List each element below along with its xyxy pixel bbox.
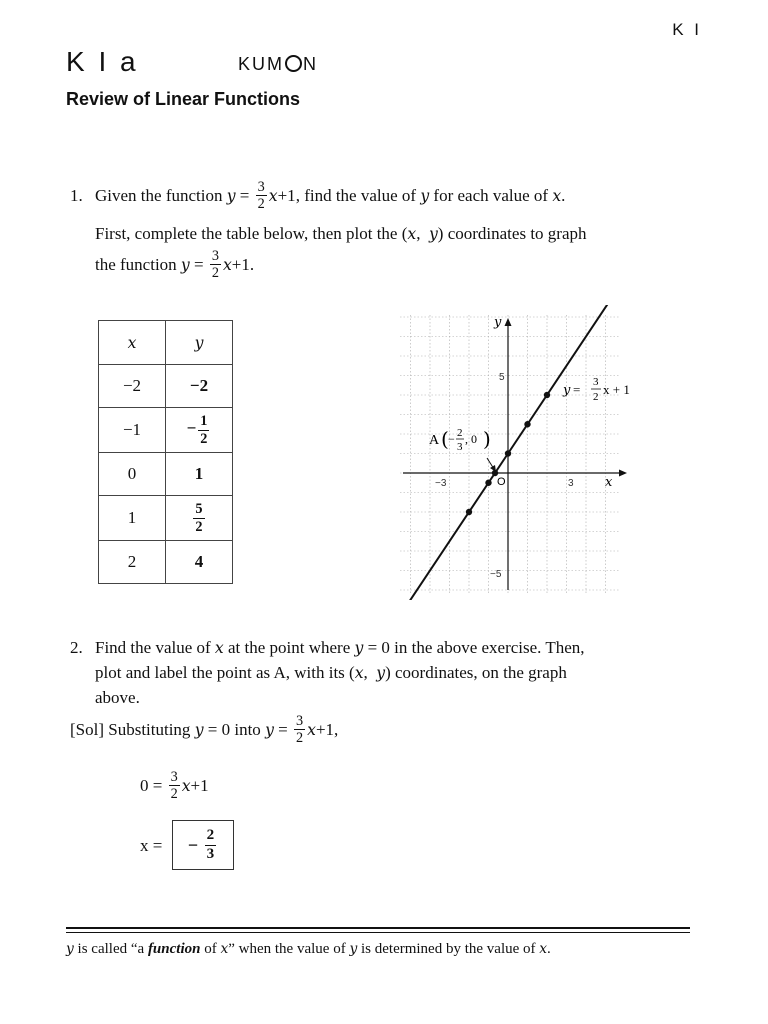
q1-line2: First, complete the table below, then plot the (x, y) coordinates to graph: [95, 224, 587, 243]
y-tick-neg5: −5: [490, 569, 502, 580]
table-cell-y: 4: [166, 541, 233, 584]
solution-lead: [Sol] Substituting y = 0 into y = $\frac{3}{2}$ x +1,: [70, 713, 339, 747]
table-cell-y: − $\frac{1}{2}$: [166, 408, 233, 453]
function-line-label: [562, 376, 630, 403]
x-tick-neg3: −3: [435, 478, 447, 489]
footer-rule-thin: [66, 932, 690, 933]
plotted-point: [505, 450, 511, 456]
footnote: y is called “a function of x” when the value of y is determined by the value of x.: [66, 941, 551, 957]
brand-prefix: KUM: [238, 54, 284, 74]
level-label: K I a: [66, 46, 139, 77]
q2-line1: Find the value of x at the point where y = 0 in the above exercise. Then,: [95, 638, 585, 657]
footer-rule: [66, 927, 690, 929]
svg-text:2: 2: [593, 391, 599, 403]
q1-line3: the function y = $\frac{3}{2}$ x +1.: [95, 248, 255, 282]
x-tick-3: 3: [568, 478, 574, 489]
svg-text:(: (: [441, 427, 449, 451]
origin-label: O: [497, 476, 506, 488]
table-cell-x: 1: [99, 496, 166, 541]
svg-text:=: =: [573, 382, 581, 397]
svg-text:, 0: , 0: [465, 432, 477, 446]
table-header-row: [99, 321, 233, 365]
table-row: [99, 365, 233, 408]
answer-fraction: $\frac{2}{3}$: [206, 827, 215, 862]
plotted-point: [524, 421, 530, 427]
values-table: [98, 320, 233, 584]
table-cell-x: −1: [99, 408, 166, 453]
q2-line2: plot and label the point as A, with its (x, y) coordinates, on the graph: [95, 663, 567, 682]
table-cell-x: 0: [99, 453, 166, 496]
q2-number: 2.: [70, 638, 83, 657]
brand-face-icon: [285, 55, 302, 72]
svg-text:A: A: [429, 433, 440, 448]
fraction: $\frac{3}{2}$: [211, 248, 219, 282]
q2-line3: above.: [95, 688, 140, 707]
point-a-label: [429, 427, 491, 453]
fraction: $\frac{3}{2}$: [295, 713, 304, 747]
plotted-point: [466, 509, 472, 515]
table-cell-x: −2: [99, 365, 166, 408]
fraction: $\frac{3}{2}$: [257, 179, 265, 213]
q1-line1: Given the function y = $\frac{3}{2}$ x +1 , find the value of y for each value of x .: [95, 179, 566, 213]
svg-text:y: y: [563, 383, 571, 398]
plotted-point: [485, 480, 491, 486]
table-row: [99, 453, 233, 496]
page-code: K I: [672, 20, 702, 39]
answer-box: − $\frac{2}{3}$: [172, 820, 234, 870]
y-axis-label: y: [494, 315, 502, 330]
svg-text:): ): [483, 427, 491, 451]
table-cell-y: $\frac{5}{2}$: [166, 496, 233, 541]
q1-number: 1.: [70, 186, 83, 205]
table-cell-x: 2: [99, 541, 166, 584]
table-row: [99, 408, 233, 453]
y-axis-arrow-icon: [505, 318, 512, 326]
page-title: Review of Linear Functions: [66, 89, 301, 109]
svg-text:2: 2: [457, 427, 463, 439]
solution-step1: 0 = $\frac{3}{2}$ x +1: [140, 769, 209, 803]
x-axis-arrow-icon: [619, 470, 627, 477]
svg-text:3: 3: [457, 441, 463, 453]
brand-suffix: N: [303, 54, 318, 74]
svg-text:−: −: [448, 432, 455, 446]
y-tick-5: 5: [499, 372, 505, 383]
table-cell-y: −2: [166, 365, 233, 408]
solution-step2: x =: [140, 836, 163, 855]
brand-logo: [238, 54, 318, 75]
table-row: [99, 541, 233, 584]
coordinate-graph: [395, 305, 675, 600]
fraction: $\frac{3}{2}$: [170, 769, 178, 803]
svg-text:x + 1: x + 1: [603, 382, 630, 397]
table-header-x: x: [99, 321, 166, 365]
table-cell-y: 1: [166, 453, 233, 496]
plotted-point: [544, 392, 550, 398]
table-header-y: y: [166, 321, 233, 365]
table-row: [99, 496, 233, 541]
x-axis-label: x: [605, 475, 613, 490]
svg-text:3: 3: [593, 376, 599, 388]
